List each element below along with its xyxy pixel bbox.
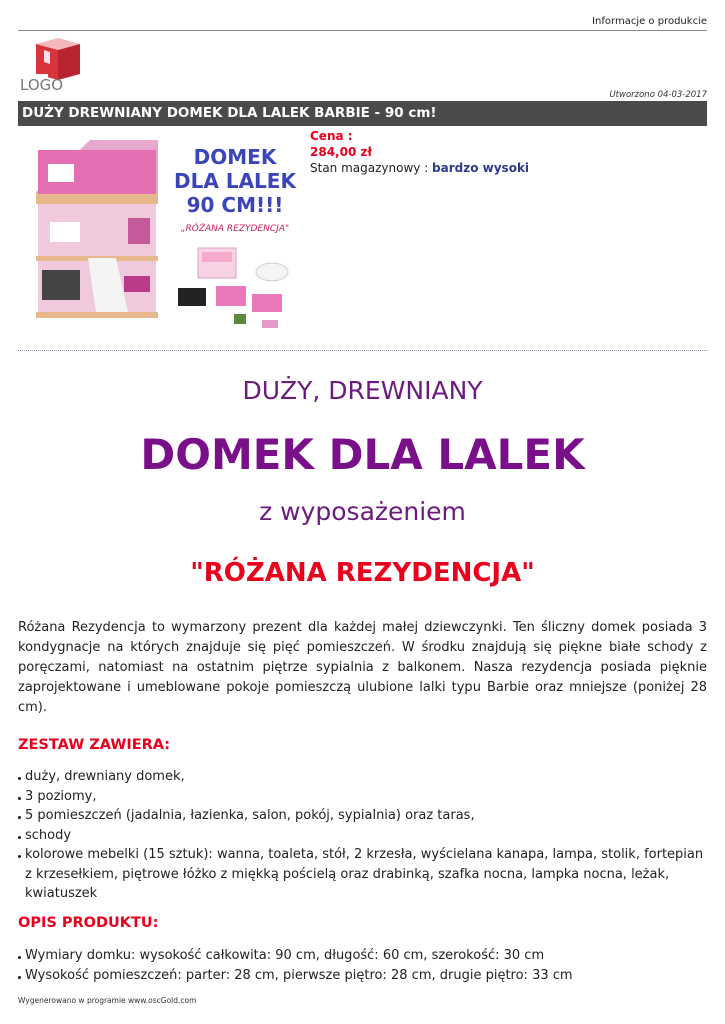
list-item: Wysokość pomieszczeń: parter: 28 cm, pierwsze piętro: 28 cm, drugie piętro: 33 cm <box>18 966 707 986</box>
desc-title: OPIS PRODUKTU: <box>18 915 159 931</box>
product-title: DUŻY DREWNIANY DOMEK DLA LALEK BARBIE - 90 cm! <box>18 101 707 126</box>
product-image <box>28 130 306 342</box>
product-description: Różana Rezydencja to wymarzony prezent dla każdej małej dziewczynki. Ten śliczny domek posiada 3 kondygnacje na których znajduje się pięć pomieszczeń. W środku znajdują się piękne białe schody z poręczami, natomiast na ostatnim piętrze sypialnia z balkonem. Nasza rezydencja posiada pięknie zaprojektowane i umeblowane pokoje pomieszczą ulubione lalki typu Barbie oraz mniejsze (poniżej 28 cm). <box>18 620 707 715</box>
price-label: Cena : <box>310 129 353 143</box>
heading-4: "RÓŻANA REZYDENCJA" <box>190 558 535 588</box>
price-block <box>310 128 529 176</box>
svg-text:LOGO: LOGO <box>20 76 64 94</box>
list-item: 3 poziomy, <box>18 787 707 807</box>
stock-value: bardzo wysoki <box>432 161 530 175</box>
section-divider <box>18 350 707 351</box>
heading-1: DUŻY, DREWNIANY <box>242 376 483 405</box>
desc-items-list <box>18 946 707 985</box>
price-value: 284,00 zł <box>310 145 372 159</box>
list-item: duży, drewniany domek, <box>18 767 707 787</box>
section-label: Informacje o produkcie <box>592 16 707 27</box>
image-caption-line-2: DLA LALEK <box>174 169 296 193</box>
set-title: ZESTAW ZAWIERA: <box>18 737 171 753</box>
list-item: schody <box>18 826 707 846</box>
image-caption-line-1: DOMEK <box>193 145 277 169</box>
list-item: kolorowe mebelki (15 sztuk): wanna, toaleta, stół, 2 krzesła, wyścielana kanapa, lampa, stolik, fortepian z krzesełkiem, piętrowe łóżko z miękką pościelą oraz drabinką, szafka nocna, lampka nocna, leżak, kwiatuszek <box>18 845 707 904</box>
list-item: Wymiary domku: wysokość całkowita: 90 cm, długość: 60 cm, szerokość: 30 cm <box>18 946 707 966</box>
stock-row <box>310 160 529 176</box>
list-item: 5 pomieszczeń (jadalnia, łazienka, salon, pokój, sypialnia) oraz taras, <box>18 806 707 826</box>
heading-2: DOMEK DLA LALEK <box>140 430 585 479</box>
image-caption-line-3: 90 CM!!! <box>186 193 284 217</box>
set-items-list <box>18 767 707 904</box>
created-date: Utworzono 04-03-2017 <box>609 90 707 100</box>
image-subcaption: „RÓŻANA REZYDENCJA" <box>180 224 290 234</box>
logo-icon <box>18 36 84 96</box>
heading-3: z wyposażeniem <box>259 497 466 526</box>
footer-text: Wygenerowano w programie www.oscGold.com <box>18 996 197 1005</box>
stock-label: Stan magazynowy : <box>310 161 433 175</box>
header-divider <box>18 30 707 31</box>
